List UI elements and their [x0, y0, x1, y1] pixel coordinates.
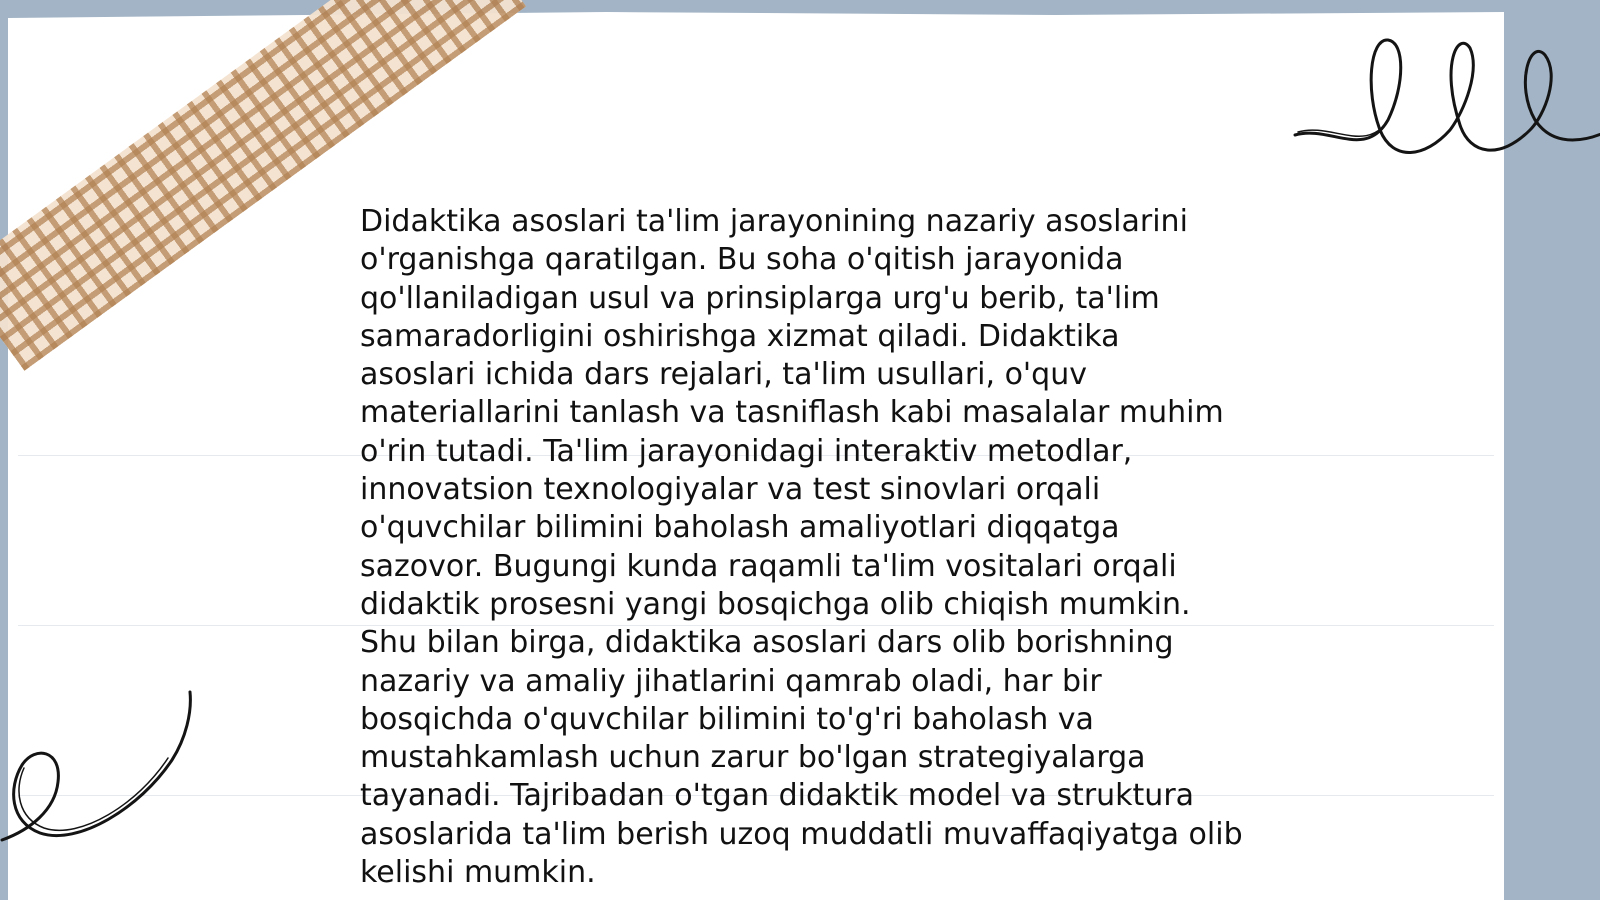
text-line: mustahkamlash uchun zarur bo'lgan strategiyalarga — [360, 740, 1146, 776]
text-line: didaktik prosesni yangi bosqichga olib chiqish mumkin. — [360, 586, 1191, 622]
text-line: o'quvchilar bilimini baholash amaliyotlari diqqatga — [360, 510, 1120, 546]
text-line: bosqichda o'quvchilar bilimini to'g'ri baholash va — [360, 701, 1094, 737]
text-line: samaradorligini oshirishga xizmat qiladi. Didaktika — [360, 318, 1120, 354]
text-line: tayanadi. Tajribadan o'tgan didaktik model va struktura — [360, 778, 1195, 814]
text-line: sazovor. Bugungi kunda raqamli ta'lim vositalari orqali — [360, 548, 1177, 584]
text-line: innovatsion texnologiyalar va test sinovlari orqali — [360, 472, 1101, 508]
text-line: materiallarini tanlash va tasniflash kabi masalalar muhim — [360, 395, 1224, 431]
text-line: o'rin tutadi. Ta'lim jarayonidagi interaktiv metodlar, — [360, 433, 1133, 469]
loop-squiggle — [1290, 30, 1600, 170]
text-line: asoslari ichida dars rejalari, ta'lim usullari, o'quv — [360, 357, 1087, 393]
text-line: kelishi mumkin. — [360, 855, 596, 891]
text-line: o'rganishga qaratilgan. Bu soha o'qitish jarayonida — [360, 242, 1124, 278]
text-line: nazariy va amaliy jihatlarini qamrab oladi, har bir — [360, 663, 1102, 699]
text-line: qo'llaniladigan usul va prinsiplarga urg'u berib, ta'lim — [360, 280, 1160, 316]
text-line: asoslarida ta'lim berish uzoq muddatli muvaffaqiyatga olib — [360, 816, 1243, 852]
body-paragraph — [360, 203, 1260, 892]
swirl-stroke — [0, 690, 210, 860]
text-line: Shu bilan birga, didaktika asoslari dars olib borishning — [360, 625, 1174, 661]
text-line: Didaktika asoslari ta'lim jarayonining nazariy asoslarini — [360, 204, 1188, 239]
